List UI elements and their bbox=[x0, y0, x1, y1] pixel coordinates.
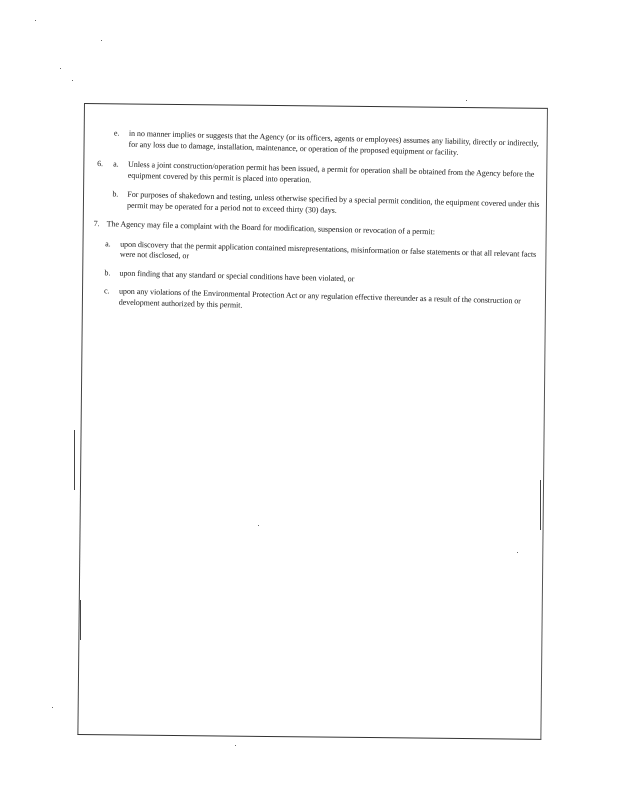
scan-speck bbox=[72, 80, 73, 81]
condition-item bbox=[92, 267, 542, 288]
scan-speck bbox=[235, 745, 236, 746]
item-text: upon finding that any standard or special conditions have been violated, or bbox=[119, 268, 355, 283]
condition-item bbox=[95, 159, 545, 191]
scan-speck bbox=[101, 40, 102, 41]
item-text: in no manner implies or suggests that the Agency (or its officers, agents or employees) assumes any liability, directly or indirectly, for any loss due to damage, installation, maintenance, or operation of the proposed equipment or facility. bbox=[128, 128, 539, 157]
scan-speck bbox=[466, 100, 467, 101]
item-text: Unless a joint construction/operation permit has been issued, a permit for operation shall be obtained from the Agency before the equipment covered by this permit is placed into operation. bbox=[127, 159, 535, 184]
item-label: a. bbox=[113, 159, 119, 169]
condition-item bbox=[93, 238, 543, 270]
scan-speck bbox=[52, 707, 53, 708]
item-text: For purposes of shakedown and testing, unless otherwise specified by a special permit condition, the equipment covered under this permit may be operated for a period not to exceed thirty (30) days. bbox=[127, 189, 540, 215]
item-label: b. bbox=[104, 267, 111, 277]
scan-speck bbox=[35, 20, 36, 21]
item-number: 7. bbox=[93, 218, 100, 229]
scan-speck bbox=[60, 68, 61, 69]
item-label: b. bbox=[112, 189, 119, 199]
item-label: a. bbox=[105, 238, 111, 248]
permit-conditions-text bbox=[92, 128, 546, 318]
item-text: The Agency may file a complaint with the Board for modification, suspension or revocation of a permit: bbox=[106, 219, 436, 237]
scan-edge-mark bbox=[540, 480, 541, 530]
scan-edge-mark bbox=[80, 600, 81, 640]
condition-item bbox=[94, 219, 544, 240]
item-text: upon discovery that the permit application contained misrepresentations, misinformation or false statements or that all relevant facts were not disclosed, or bbox=[119, 239, 537, 261]
item-number: 6. bbox=[97, 159, 104, 169]
item-label: e. bbox=[113, 128, 120, 138]
condition-item bbox=[94, 189, 544, 221]
scan-speck bbox=[517, 552, 518, 553]
item-label: c. bbox=[103, 286, 110, 296]
scan-edge-mark bbox=[74, 430, 75, 490]
item-text: upon any violations of the Environmental Protection Act or any regulation effective thereunder as a result of the construction or development authorized by this permit. bbox=[118, 286, 521, 310]
scan-speck bbox=[258, 525, 259, 526]
